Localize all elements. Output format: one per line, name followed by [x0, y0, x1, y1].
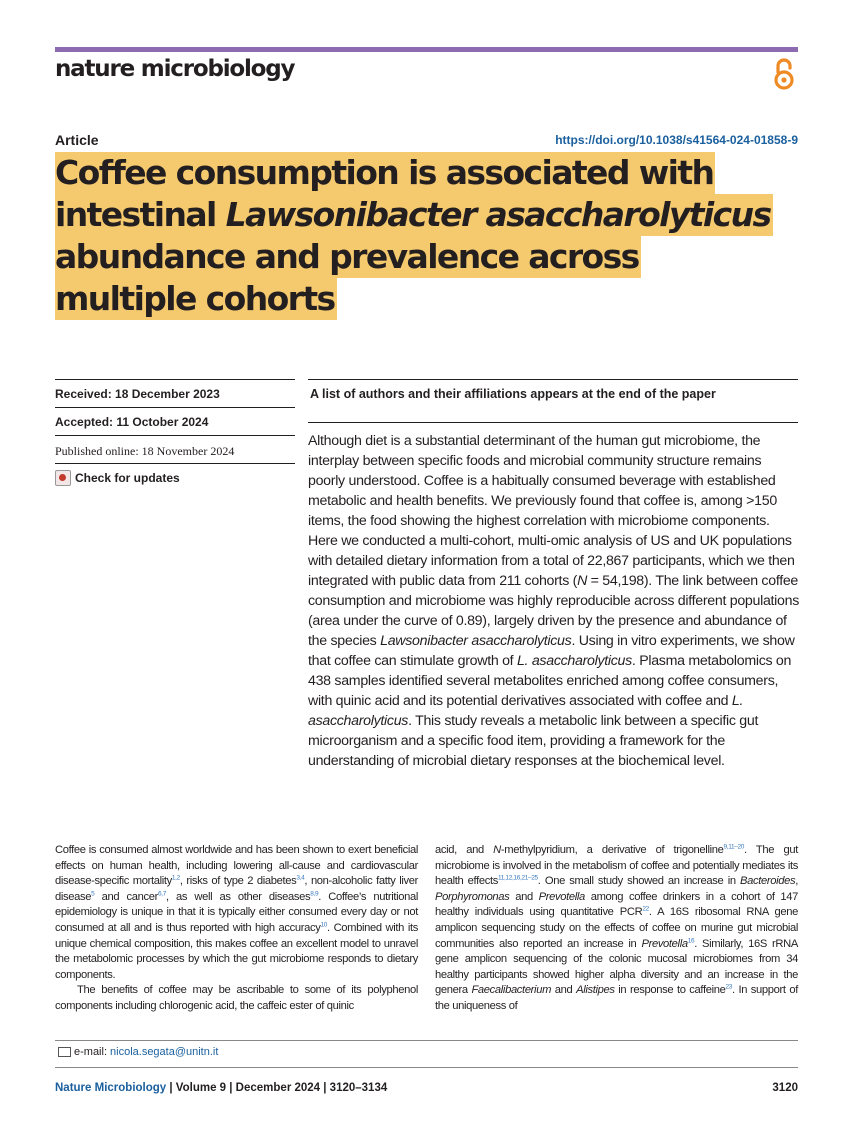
reference-link[interactable]: 6,7: [158, 890, 166, 898]
body-paragraph: The benefits of coffee may be ascribable to some of its polyphenol components including chlorogenic acid, the caffeic ester of quinic: [55, 984, 418, 1012]
abstract-text: . This study reveals a metabolic link between a specific gut microorganism and a specific food item, providing a framework for the understanding of microbial dietary responses at the biochemical level.: [308, 713, 759, 769]
crossmark-icon: [55, 470, 71, 486]
divider: [55, 435, 295, 436]
contact-email: [58, 1046, 218, 1058]
reference-link[interactable]: 22: [642, 905, 649, 913]
footer-volume: | Volume 9 | December 2024 | 3120–3134: [166, 1082, 388, 1094]
published-date: Published online: 18 November 2024: [55, 444, 235, 458]
divider: [308, 379, 798, 380]
abstract: [308, 431, 800, 771]
email-link[interactable]: nicola.segata@unitn.it: [110, 1046, 219, 1058]
abstract-text: Although diet is a substantial determinant of the human gut microbiome, the interplay between specific foods and microbial community structure remains poorly understood. Coffee is a habitually consumed beverage with established metabolic and health benefits. We previously found that coffee is, among >150 items, the food showing the highest correlation with microbiome components. Here we conducted a multi-cohort, multi-omic analysis of US and UK populations with detailed dietary information from a total of 22,867 participants, which we then integrated with public data from 211 cohorts (: [308, 433, 795, 589]
title-line-4: multiple cohorts: [55, 279, 335, 318]
reference-link[interactable]: 23: [725, 983, 732, 991]
reference-link[interactable]: 5: [91, 890, 95, 898]
abstract-text: = 54,198). The link between coffee consumption and microbiome was highly reproducible across different populations (area under the curve of 0.89), largely driven by the presence and abundance of the species: [308, 573, 800, 649]
reference-link[interactable]: 8,9: [310, 890, 319, 898]
email-label: e-mail:: [74, 1046, 108, 1058]
page-number: 3120: [772, 1082, 798, 1094]
body-column-right: [435, 843, 798, 1015]
check-updates-link[interactable]: [55, 470, 180, 486]
body-paragraph: acid, and N-methylpyridium, a derivative of trigonelline$^{9,11-20}$. The gut microbiome is involved in the metabolism of coffee and potentially mediates its health effects$^{11,12,16,21-25}$. One small study showed an increase in Bacteroides, Porphyromonas and Prevotella among coffee drinkers in a cohort of 147 healthy individuals using quantitative PCR$^{22}$. A 16S ribosomal RNA gene amplicon sequencing study on the effects of coffee on murine gut microbial communities also reported an increase in Prevotella$^{16}$. Similarly, 16S rRNA gene amplicon sequencing of the colonic mucosal microbiomes from 34 healthy participants showed higher alpha diversity and an increase in the genera Faecalibacterium and Alistipes in response to caffeine$^{23}$. In support of the uniqueness of: [435, 843, 798, 1012]
article-type: Article: [55, 132, 99, 148]
abstract-text: . Using in vitro experiments, we show that coffee can stimulate growth of: [308, 633, 795, 669]
reference-link[interactable]: 9,11–20: [723, 843, 745, 851]
reference-link[interactable]: 1,2: [171, 874, 180, 882]
accepted-date: Accepted: 11 October 2024: [55, 415, 209, 429]
divider: [55, 1040, 798, 1041]
divider: [55, 463, 295, 464]
body-column-left: [55, 843, 418, 1015]
divider: [55, 407, 295, 408]
reference-link[interactable]: 10: [320, 921, 328, 929]
divider: [308, 422, 798, 423]
divider: [55, 1067, 798, 1068]
reference-link[interactable]: 16: [687, 936, 695, 944]
envelope-icon: [58, 1047, 71, 1057]
doi-link[interactable]: https://doi.org/10.1038/s41564-024-01858-9: [555, 133, 798, 147]
journal-logo[interactable]: nature microbiology: [55, 56, 295, 82]
abstract-text: . Plasma metabolomics on 438 samples identified several metabolites enriched among coffee consumers, with quinic acid and its potential derivatives associated with coffee and: [308, 653, 792, 709]
abstract-species: Lawsonibacter asaccharolyticus: [380, 633, 572, 649]
received-date: Received: 18 December 2023: [55, 387, 220, 401]
title-text: intestinal: [55, 195, 226, 234]
title-line-3: abundance and prevalence across: [55, 237, 639, 276]
divider: [55, 379, 295, 380]
reference-link[interactable]: 3,4: [296, 874, 305, 882]
body-paragraph: Coffee is consumed almost worldwide and has been shown to exert beneficial effects on human health, including lowering all-cause and cardiovascular disease-specific mortality$^{1,2}$, risks of type 2 diabetes$^{3,4}$, non-alcoholic fatty liver disease$^5$ and cancer$^{6,7}$, as well as other diseases$^{8,9}$. Coffee’s nutritional epidemiology is unique in that it is typically either consumed every day or not consumed at all and is thus reported with high accuracy$^{10}$. Combined with its unique chemical composition, this makes coffee an excellent model to unravel the metabolomic processes by which the gut microbiome responds to dietary components.: [55, 844, 418, 981]
article-title: [55, 152, 815, 320]
title-line-1: Coffee consumption is associated with: [55, 153, 714, 192]
footer-journal-link[interactable]: Nature Microbiology: [55, 1082, 167, 1094]
abstract-n: N: [577, 573, 588, 589]
footer-citation: [55, 1082, 387, 1094]
title-species: Lawsonibacter asaccharolyticus: [225, 195, 771, 234]
title-line-2: [55, 194, 773, 236]
reference-link[interactable]: 11,12,16,21–25: [497, 874, 538, 882]
abstract-species: L. asaccharolyticus: [308, 693, 744, 729]
header-accent-bar: [55, 47, 798, 52]
open-access-icon[interactable]: [770, 56, 798, 92]
authors-note: A list of authors and their affiliations appears at the end of the paper: [310, 387, 716, 401]
check-updates-label: Check for updates: [75, 471, 180, 485]
abstract-species: L. asaccharolyticus: [516, 653, 632, 669]
